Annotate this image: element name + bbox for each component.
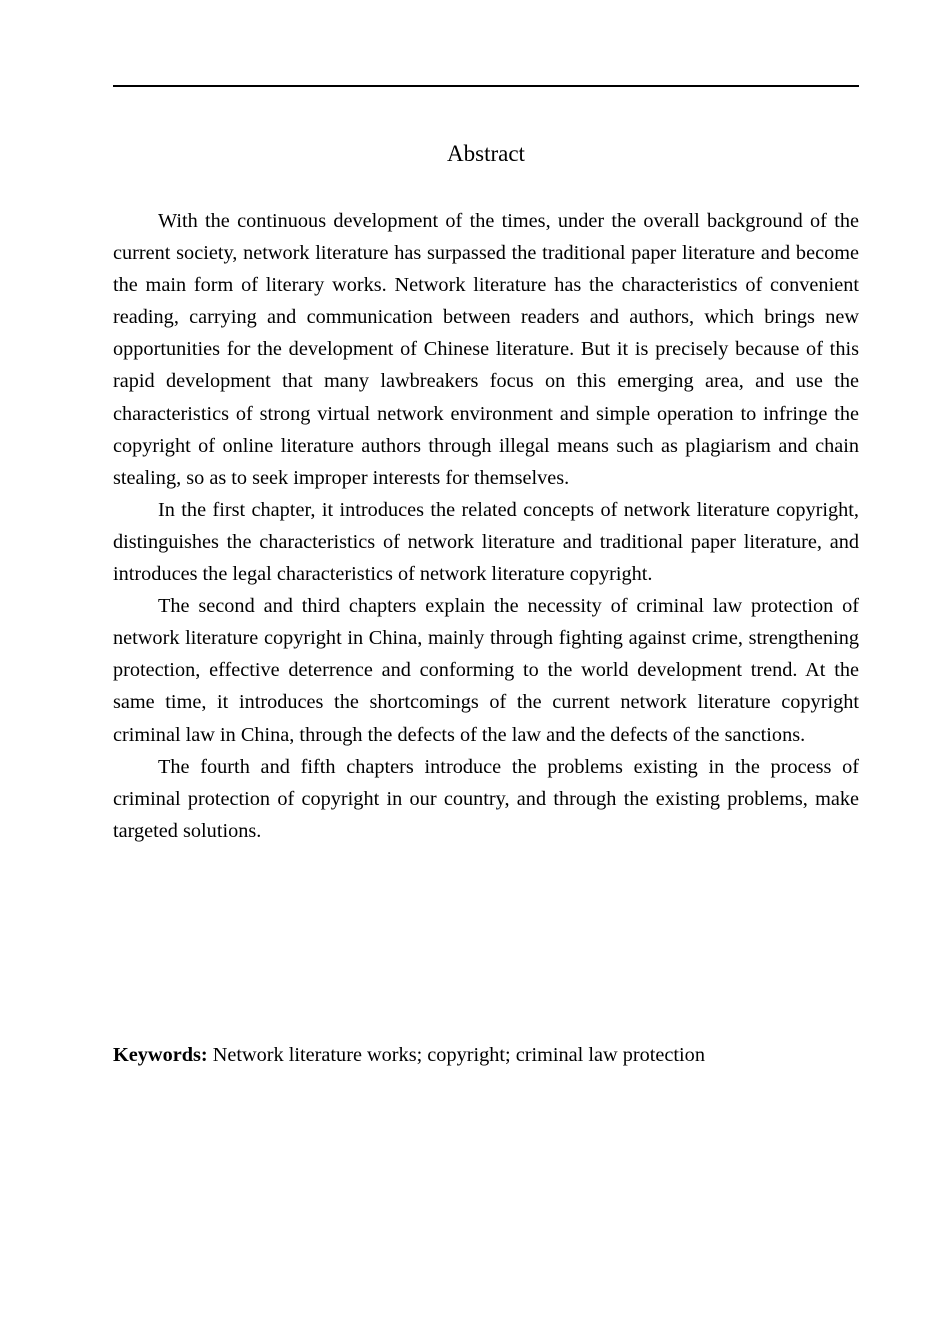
page-title: Abstract [447,141,525,166]
keywords-label: Keywords: [113,1044,208,1066]
header-rule [113,85,859,87]
abstract-paragraph-2: In the first chapter, it introduces the related concepts of network literature copyright, distinguishes the characteristics of network literature and traditional paper literature, and introduces the legal characteristics of network literature copyright. [113,498,859,586]
abstract-paragraph-1: With the continuous development of the times, under the overall background of the current society, network literature has surpassed the traditional paper literature and become the main form of literary works. Network literature has the characteristics of convenient reading, carrying and communication between readers and authors, which brings new opportunities for the development of Chinese literature. But it is precisely because of this rapid development that many lawbreakers focus on this emerging area, and use the characteristics of strong virtual network environment and simple operation to infringe the copyright of online literature authors through illegal means such as plagiarism and chain stealing, so as to seek improper interests for themselves. [113,210,859,489]
abstract-body [113,205,859,847]
abstract-paragraph-3: The second and third chapters explain the necessity of criminal law protection of network literature copyright in China, mainly through fighting against crime, strengthening protection, effective deterrence and conforming to the world development trend. At the same time, it introduces the shortcomings of the current network literature copyright criminal law in China, through the defects of the law and the defects of the sanctions. [113,595,859,746]
keywords-text: Network literature works; copyright; criminal law protection [212,1044,705,1066]
keywords-line [113,1039,859,1071]
abstract-paragraph-4: The fourth and fifth chapters introduce the problems existing in the process of criminal protection of copyright in our country, and through the existing problems, make targeted solutions. [113,755,859,842]
